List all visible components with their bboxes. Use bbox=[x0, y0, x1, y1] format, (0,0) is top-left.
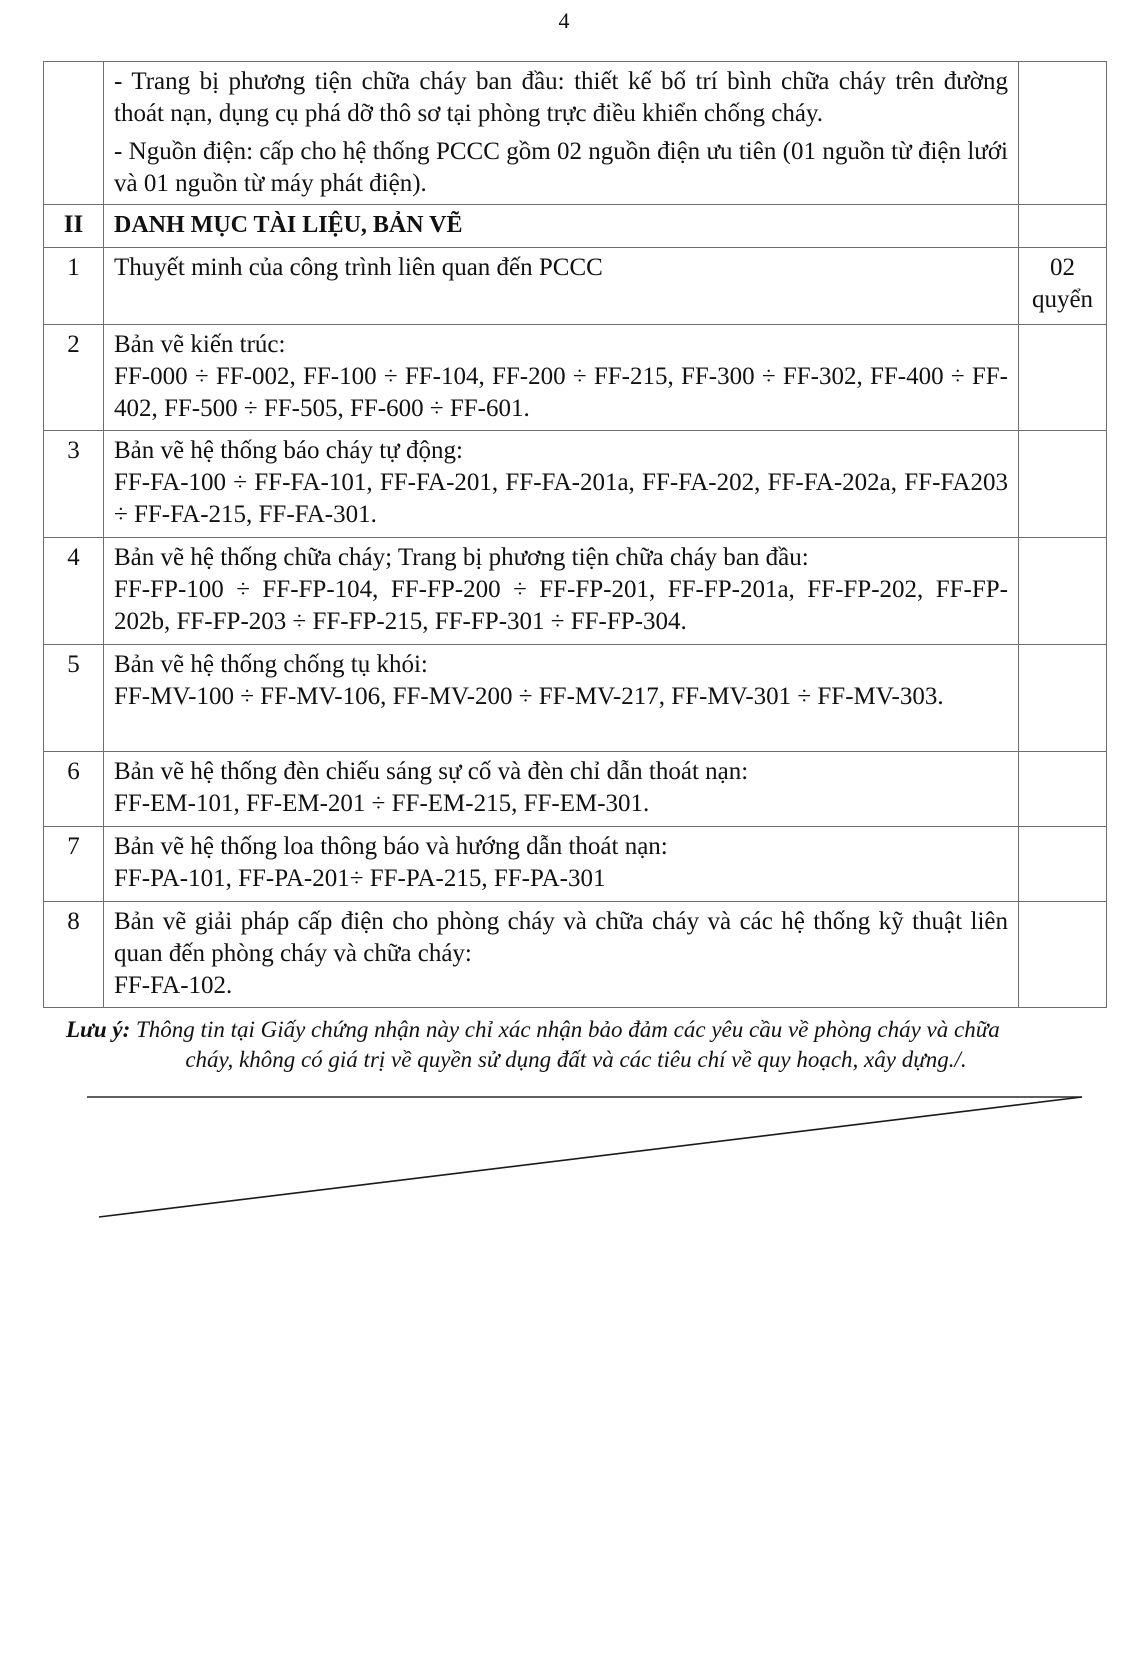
row-number: 5 bbox=[44, 645, 104, 752]
row-number: 4 bbox=[44, 538, 104, 645]
note-label: Lưu ý: bbox=[66, 1017, 131, 1042]
table-row bbox=[44, 538, 1107, 645]
row-qty bbox=[1019, 827, 1107, 902]
row-qty bbox=[1019, 645, 1107, 752]
row-qty bbox=[1019, 538, 1107, 645]
row-number: 3 bbox=[44, 431, 104, 538]
disclaimer-note bbox=[66, 1015, 1106, 1075]
row-content bbox=[104, 248, 1019, 325]
row-number: 7 bbox=[44, 827, 104, 902]
row-title: Bản vẽ hệ thống chữa cháy; Trang bị phương tiện chữa cháy ban đầu: bbox=[114, 544, 809, 571]
row-qty bbox=[1019, 752, 1107, 827]
row-codes: FF-000 ÷ FF-002, FF-100 ÷ FF-104, FF-200 ÷ FF-215, FF-300 ÷ FF-302, FF-400 ÷ FF-402, FF-500 ÷ FF-505, FF-600 ÷ FF-601. bbox=[114, 363, 1008, 422]
section-qty-cell bbox=[1019, 205, 1107, 248]
row-codes: FF-MV-100 ÷ FF-MV-106, FF-MV-200 ÷ FF-MV-217, FF-MV-301 ÷ FF-MV-303. bbox=[114, 683, 944, 710]
row-title: Thuyết minh của công trình liên quan đến PCCC bbox=[114, 254, 603, 281]
row-title: Bản vẽ hệ thống loa thông báo và hướng dẫn thoát nạn: bbox=[114, 833, 668, 860]
page-number: 4 bbox=[558, 8, 570, 33]
table-row bbox=[44, 325, 1107, 431]
row-content bbox=[104, 325, 1019, 431]
row-qty bbox=[1019, 248, 1107, 325]
section-title: DANH MỤC TÀI LIỆU, BẢN VẼ bbox=[114, 212, 463, 238]
paragraph-fire-equipment: - Trang bị phương tiện chữa cháy ban đầu: thiết kế bố trí bình chữa cháy trên đường thoát nạn, dụng cụ phá dỡ thô sơ tại phòng trực điều khiển chống cháy. bbox=[114, 68, 1008, 127]
table-row bbox=[44, 248, 1107, 325]
row-codes: FF-FA-100 ÷ FF-FA-101, FF-FA-201, FF-FA-201a, FF-FA-202, FF-FA-202a, FF-FA203 ÷ FF-FA-215, FF-FA-301. bbox=[114, 469, 1008, 528]
row-content bbox=[104, 538, 1019, 645]
note-text-1: Thông tin tại Giấy chứng nhận này chỉ xác nhận bảo đảm các yêu cầu về phòng cháy và chữa bbox=[130, 1017, 1000, 1042]
qty-value: 02 bbox=[1050, 254, 1075, 281]
row-title: Bản vẽ hệ thống báo cháy tự động: bbox=[114, 437, 463, 464]
row-content bbox=[104, 752, 1019, 827]
closing-diagonal-line bbox=[99, 1097, 1082, 1217]
table-row bbox=[44, 645, 1107, 752]
row-number: 8 bbox=[44, 902, 104, 1008]
row-number: 1 bbox=[44, 248, 104, 325]
row-number: 2 bbox=[44, 325, 104, 431]
row-title: Bản vẽ kiến trúc: bbox=[114, 331, 286, 358]
table-row bbox=[44, 827, 1107, 902]
row-content bbox=[104, 827, 1019, 902]
section-title-cell bbox=[104, 205, 1019, 248]
row-qty bbox=[1019, 431, 1107, 538]
table-row bbox=[44, 752, 1107, 827]
table-row-continued bbox=[44, 62, 1107, 205]
section-number: II bbox=[44, 205, 104, 248]
row-title: Bản vẽ hệ thống chống tụ khói: bbox=[114, 651, 428, 678]
note-line-2: cháy, không có giá trị về quyền sử dụng đất và các tiêu chí về quy hoạch, xây dựng./. bbox=[185, 1047, 967, 1072]
row-content bbox=[104, 431, 1019, 538]
row-title: Bản vẽ hệ thống đèn chiếu sáng sự cố và đèn chỉ dẫn thoát nạn: bbox=[114, 758, 749, 785]
paragraph-power-source: - Nguồn điện: cấp cho hệ thống PCCC gồm 02 nguồn điện ưu tiên (01 nguồn từ điện lưới và 01 nguồn từ máy phát điện). bbox=[114, 138, 1008, 197]
row-number-cell bbox=[44, 62, 104, 205]
table-row bbox=[44, 902, 1107, 1008]
row-qty bbox=[1019, 325, 1107, 431]
row-qty-cell bbox=[1019, 62, 1107, 205]
qty-unit: quyển bbox=[1031, 286, 1094, 313]
table-row-section bbox=[44, 205, 1107, 248]
row-title: Bản vẽ giải pháp cấp điện cho phòng cháy và chữa cháy và các hệ thống kỹ thuật liên quan đến phòng cháy và chữa cháy: bbox=[114, 908, 1008, 967]
row-number: 6 bbox=[44, 752, 104, 827]
row-content bbox=[104, 902, 1019, 1008]
table-row bbox=[44, 431, 1107, 538]
row-content-cell bbox=[104, 62, 1019, 205]
row-content bbox=[104, 645, 1019, 752]
row-qty bbox=[1019, 902, 1107, 1008]
row-codes: FF-EM-101, FF-EM-201 ÷ FF-EM-215, FF-EM-301. bbox=[114, 790, 650, 817]
row-codes: FF-PA-101, FF-PA-201÷ FF-PA-215, FF-PA-301 bbox=[114, 865, 606, 892]
note-line-1 bbox=[66, 1015, 1106, 1045]
document-list-table bbox=[43, 61, 1107, 1008]
row-codes: FF-FP-100 ÷ FF-FP-104, FF-FP-200 ÷ FF-FP-201, FF-FP-201a, FF-FP-202, FF-FP-202b, FF-FP-203 ÷ FF-FP-215, FF-FP-301 ÷ FF-FP-304. bbox=[114, 576, 1008, 635]
row-codes: FF-FA-102. bbox=[114, 972, 233, 999]
